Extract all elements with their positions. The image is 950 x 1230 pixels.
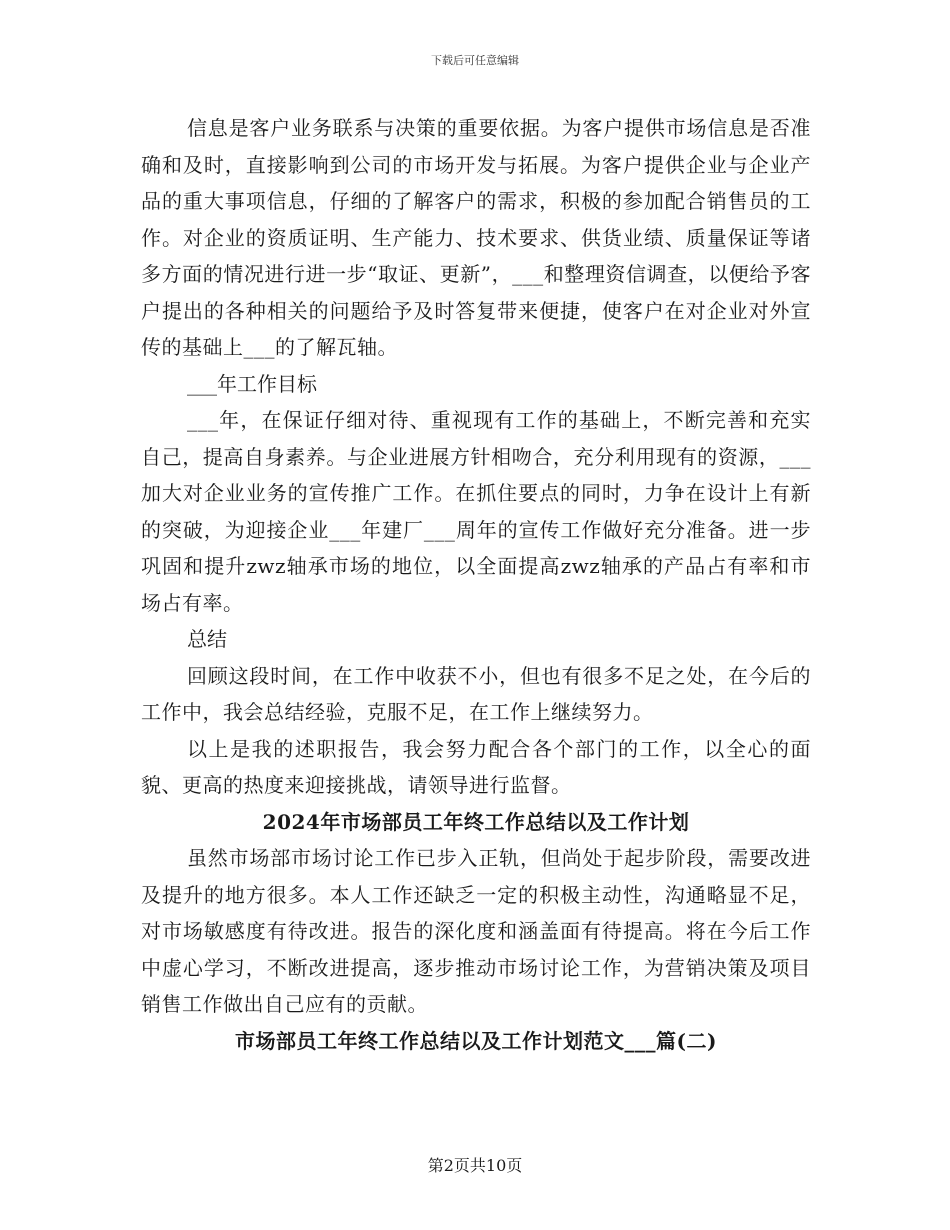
heading-work-goals: ___年工作目标: [187, 371, 317, 396]
document-body: [141, 110, 811, 1059]
paragraph-review: 回顾这段时间，在工作中收获不小，但也有很多不足之处，在今后的工作中，我会总结经验，克服不足，在工作上继续努力。: [141, 663, 811, 724]
page-number: 第2页共10页: [427, 1156, 523, 1175]
section-title-part-two: 市场部员工年终工作总结以及工作计划范文___篇(二): [235, 1028, 717, 1053]
paragraph-market-research: 虽然市场部市场讨论工作已步入正轨，但尚处于起步阶段，需要改进及提升的地方很多。本人工作还缺乏一定的积极主动性，沟通略显不足，对市场敏感度有待改进。报告的深化度和涵盖面有待提高。将在今后工作中虚心学习，不断改进提高，逐步推动市场讨论工作，为营销决策及项目销售工作做出自己应有的贡献。: [141, 846, 811, 1016]
paragraph-customer-info: 信息是客户业务联系与决策的重要依据。为客户提供市场信息是否准确和及时，直接影响到公司的市场开发与拓展。为客户提供企业与企业产品的重大事项信息，仔细的了解客户的需求，积极的参加配合销售员的工作。对企业的资质证明、生产能力、技术要求、供货业绩、质量保证等诸多方面的情况进行进一步“取证、更新”，___和整理资信调查，以便给予客户提出的各种相关的问题给予及时答复带来便捷，使客户在对企业对外宣传的基础上___的了解瓦轴。: [141, 116, 811, 359]
heading-summary: 总结: [187, 627, 227, 651]
section-title-2024: 2024年市场部员工年终工作总结以及工作计划: [262, 809, 690, 834]
paragraph-closing: 以上是我的述职报告，我会努力配合各个部门的工作，以全心的面貌、更高的热度来迎接挑战，请领导进行监督。: [141, 736, 811, 797]
page-header-note: 下载后可任意编辑: [431, 54, 519, 67]
paragraph-work-goals: ___年，在保证仔细对待、重视现有工作的基础上，不断完善和充实自己，提高自身素养。与企业进展方针相吻合，充分利用现有的资源，___加大对企业业务的宣传推广工作。在抓住要点的同时，力争在设计上有新的突破，为迎接企业___年建厂___周年的宣传工作做好充分准备。进一步巩固和提升zwz轴承市场的地位，以全面提高zwz轴承的产品占有率和市场占有率。: [141, 408, 811, 615]
